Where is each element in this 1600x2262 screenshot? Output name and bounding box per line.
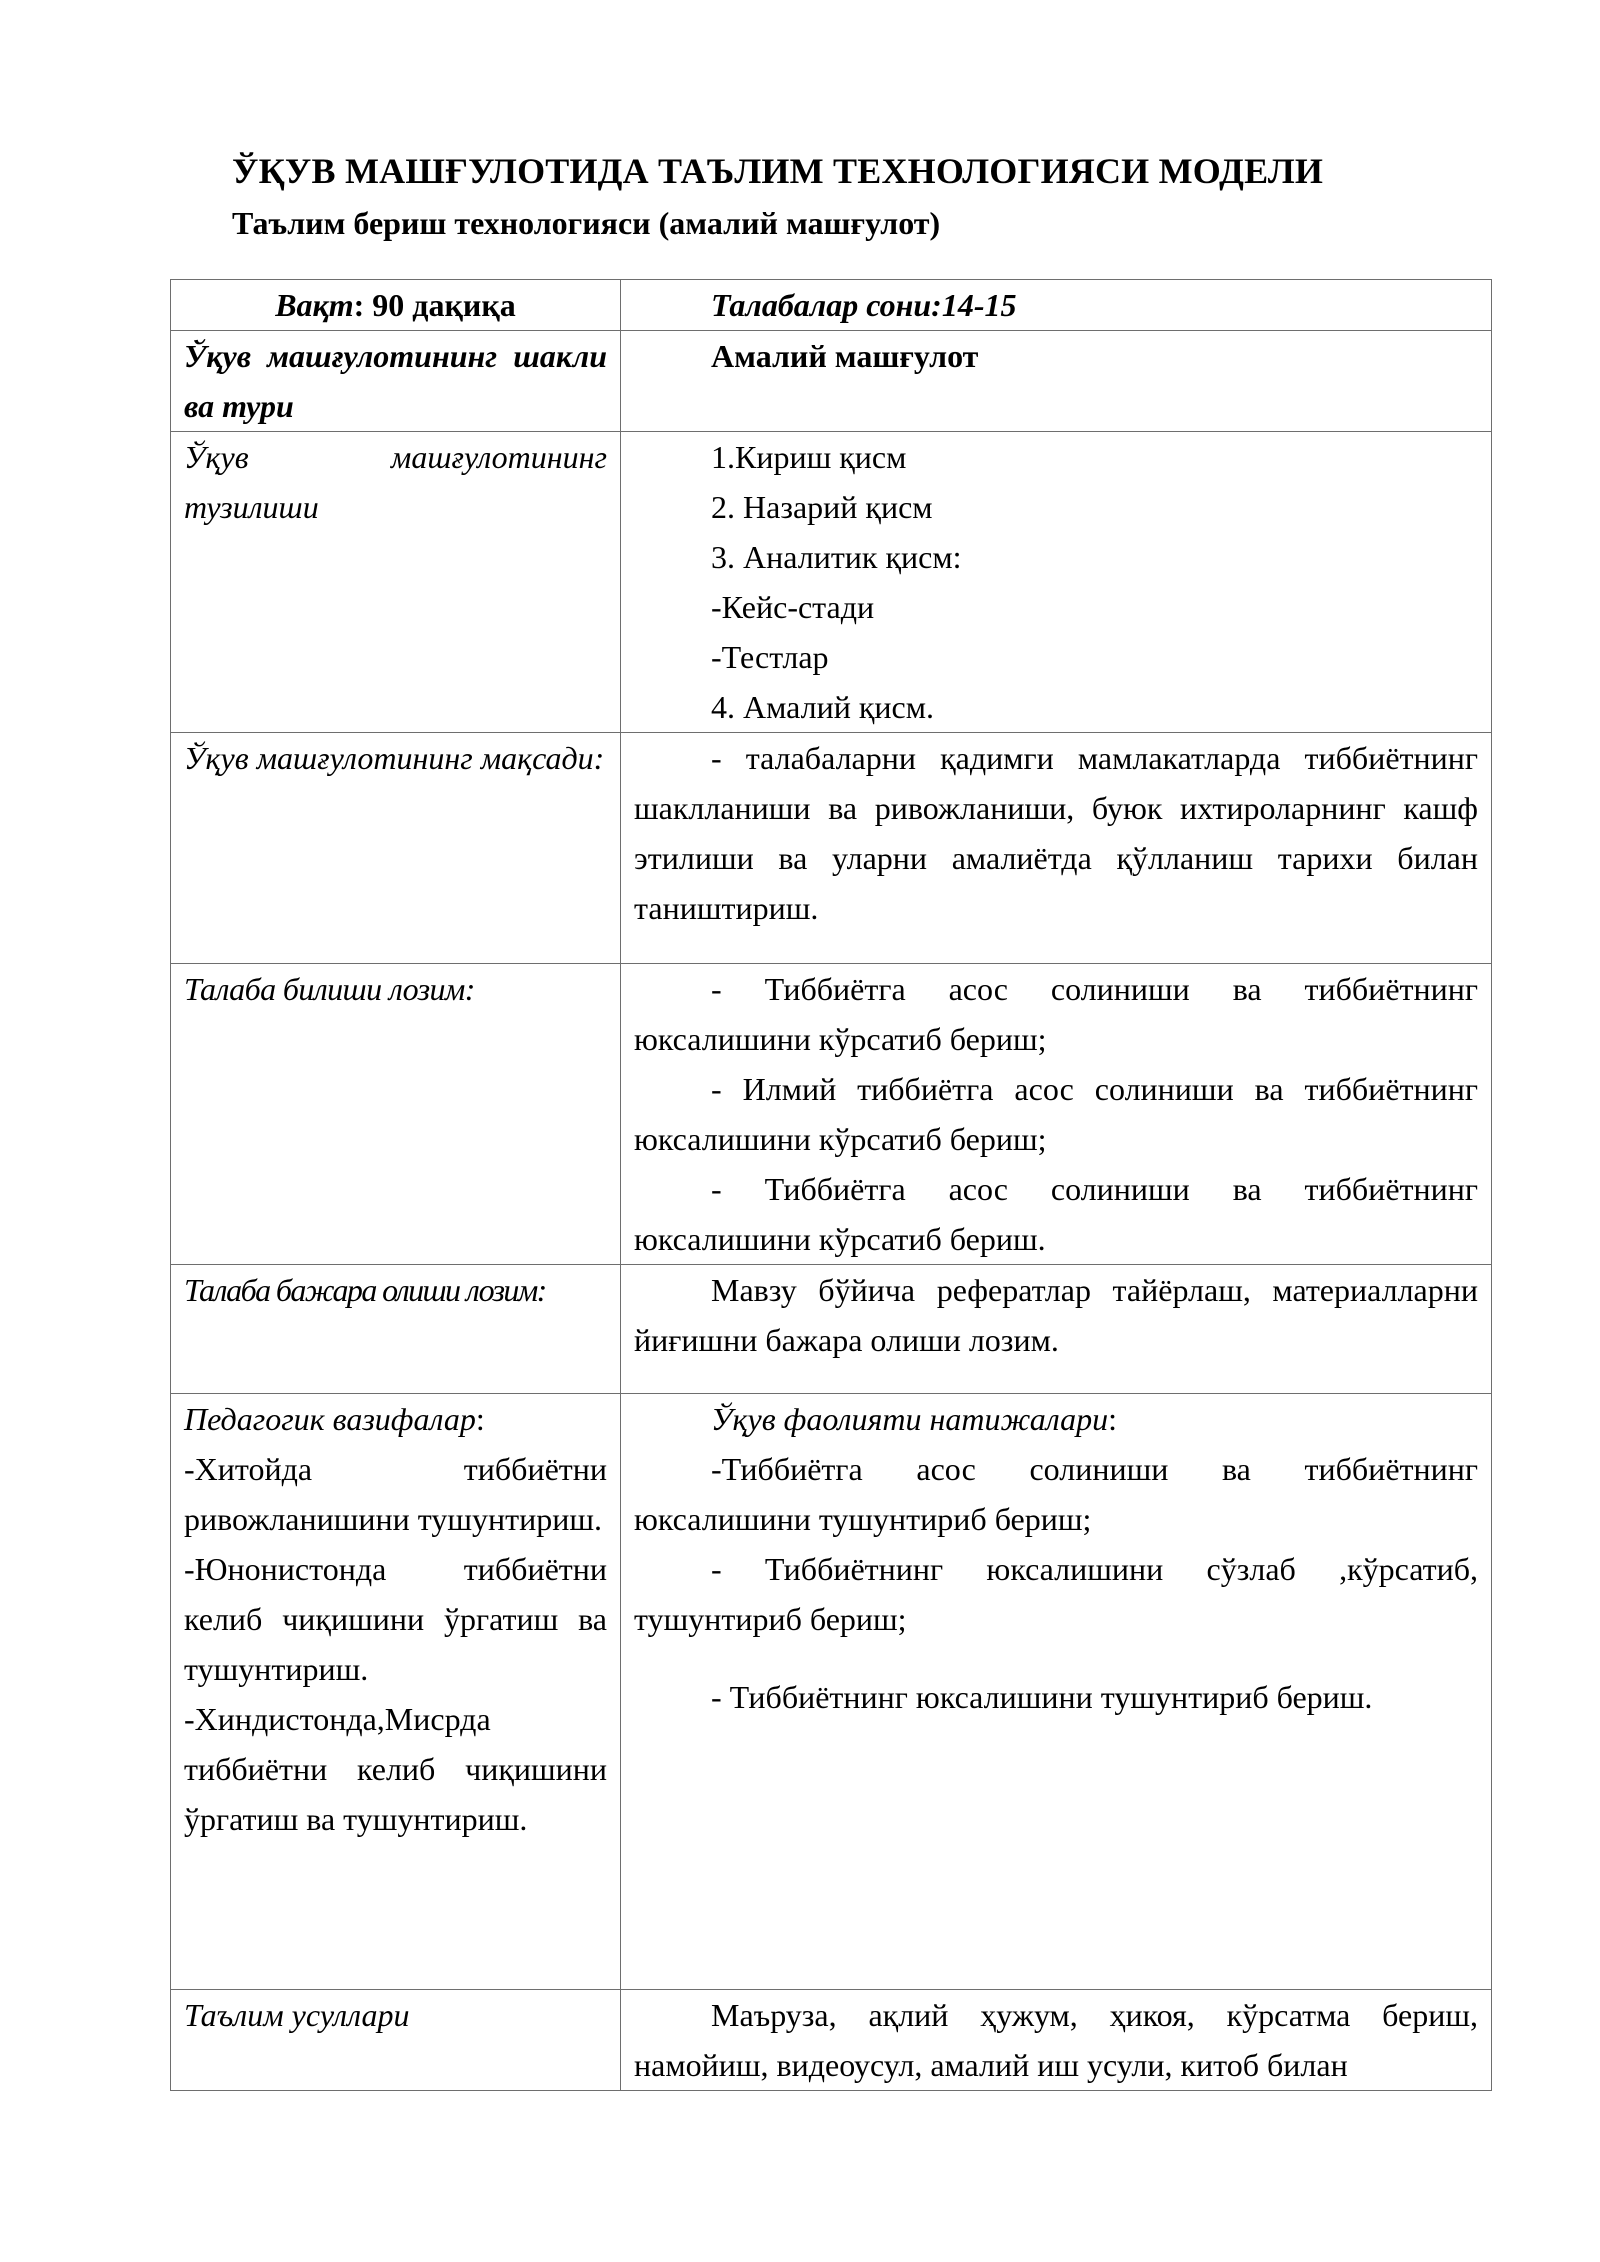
table-row [171,432,1492,733]
task-item: -Хитойда тиббиётни ривожланишини тушунтириш. [184,1451,607,1537]
lesson-model-table [170,279,1492,2091]
goal-text-cell [621,733,1492,964]
structure-list [634,432,1478,732]
document-subtitle: Таълим бериш технологияси (амалий машғулот) [232,205,941,241]
structure-item: 2. Назарий қисм [711,489,933,525]
task-item: -Юнонистонда тиббиётни келиб чиқишини ўргатиш ва тушунтириш. [184,1551,607,1687]
must-do-text: Мавзу бўйича рефератлар тайёрлаш, материалларни йиғишни бажара олиши лозим. [634,1272,1478,1358]
tasks-label: Педагогик вазифалар [184,1401,476,1437]
results-cell [621,1394,1492,1990]
must-know-label: Талаба билиши лозим: [184,971,475,1007]
result-item: -Тиббиётга асос солиниши ва тиббиётнинг юксалишини тушунтириб бериш; [634,1451,1478,1537]
structure-item: -Кейс-стади [711,589,875,625]
methods-text-cell [621,1990,1492,2091]
methods-label-cell [171,1990,621,2091]
goal-text: - талабаларни қадимги мамлакатларда тиббиётнинг шаклланиши ва ривожланиши, буюк ихтироларнинг кашф этилиши ва уларни амалиётда қўлланиш тарихи билан таништириш. [634,740,1478,926]
results-label-suffix: : [1108,1401,1118,1437]
form-value: Амалий машғулот [711,338,979,374]
structure-list-cell [621,432,1492,733]
must-do-label: Талаба бажара олиши лозим: [184,1272,546,1308]
table-row [171,1990,1492,2091]
task-item: -Хиндистонда,Мисрда тиббиётни келиб чиқишини ўргатиш ва тушунтириш. [184,1701,607,1837]
structure-label-cell [171,432,621,733]
time-value: : 90 дақиқа [353,287,516,323]
must-know-item: - Тиббиётга асос солиниши ва тиббиётнинг юксалишини кўрсатиб бериш. [634,1171,1478,1257]
goal-label-cell [171,733,621,964]
time-label: Вақт [275,287,354,323]
structure-label: Ўқув машғулотининг тузилиши [184,439,607,525]
table-row [171,331,1492,432]
form-value-cell [621,331,1492,432]
methods-text: Маъруза, ақлий ҳужум, ҳикоя, кўрсатма бериш, намойиш, видеоусул, амалий иш усули, китоб билан [634,1997,1478,2083]
structure-item: 1.Кириш қисм [711,439,907,475]
results-label: Ўқув фаолияти натижалари [711,1401,1109,1437]
table-row [171,280,1492,331]
table-row [171,733,1492,964]
students-cell [621,280,1492,331]
tasks-heading [184,1394,607,1444]
result-item: - Тиббиётнинг юксалишини тушунтириб бериш. [711,1679,1373,1715]
form-label: Ўқув машғулотининг шакли ва тури [184,338,607,424]
table-row [171,1265,1492,1394]
structure-item: -Тестлар [711,639,829,675]
form-label-cell [171,331,621,432]
must-know-list-cell [621,964,1492,1265]
must-know-item: - Тиббиётга асос солиниши ва тиббиётнинг юксалишини кўрсатиб бериш; [634,971,1478,1057]
tasks-label-suffix: : [475,1401,485,1437]
result-item: - Тиббиётнинг юксалишини сўзлаб ,кўрсатиб, тушунтириб бериш; [634,1551,1478,1637]
must-know-label-cell [171,964,621,1265]
results-heading [634,1394,1478,1444]
students-count: Талабалар сони:14-15 [711,287,1017,323]
structure-item: 3. Аналитик қисм: [711,539,962,575]
goal-label: Ўқув машғулотининг мақсади: [184,740,605,776]
structure-item: 4. Амалий қисм. [711,689,934,725]
must-do-text-cell [621,1265,1492,1394]
document-title: ЎҚУВ МАШҒУЛОТИДА ТАЪЛИМ ТЕХНОЛОГИЯСИ МОДЕЛИ [232,151,1324,191]
table-row [171,1394,1492,1990]
must-do-label-cell [171,1265,621,1394]
time-cell [171,280,621,331]
must-know-item: - Илмий тиббиётга асос солиниши ва тиббиётнинг юксалишини кўрсатиб бериш; [634,1071,1478,1157]
methods-label: Таълим усуллари [184,1997,410,2033]
tasks-cell [171,1394,621,1990]
table-row [171,964,1492,1265]
